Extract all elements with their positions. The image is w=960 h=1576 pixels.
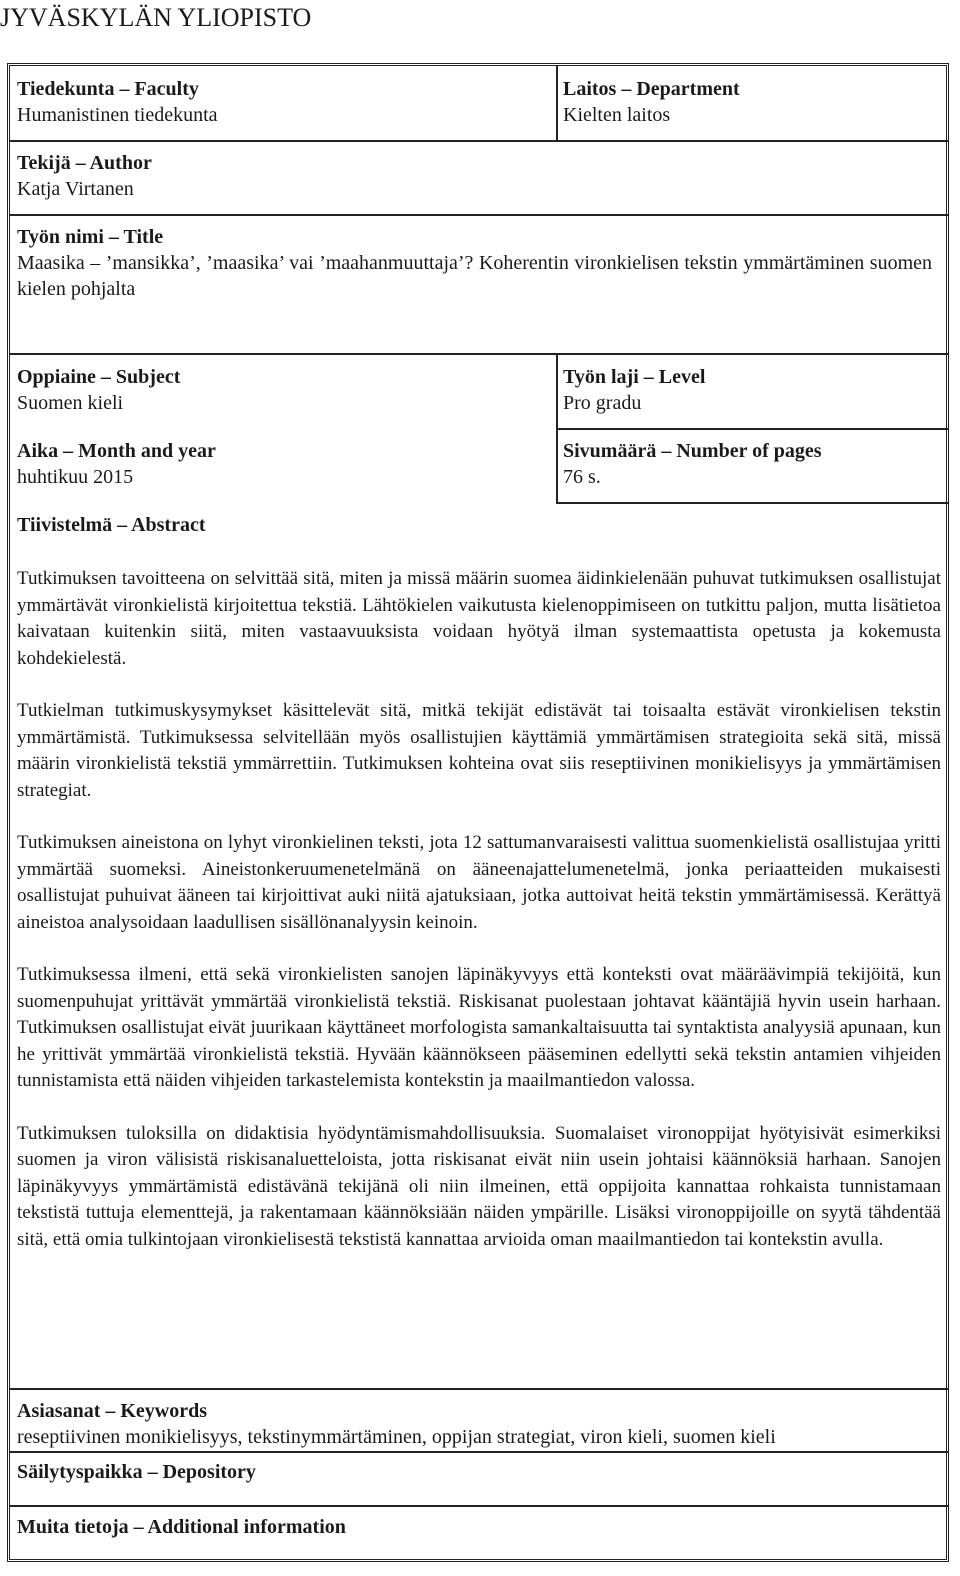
divider [10,1505,948,1507]
level-cell [563,364,943,416]
additional-info-cell [17,1514,917,1540]
date-label: Aika – Month and year [17,440,216,462]
pages-label: Sivumäärä – Number of pages [563,440,822,462]
abstract-heading [17,512,917,538]
date-cell [17,438,547,490]
divider [10,1388,948,1390]
abstract-paragraph: Tutkimuksen aineistona on lyhyt vironkielinen teksti, jota 12 sattumanvaraisesti valittua suomenkielistä osallistujaa yritti ymmärtää suomeksi. Aineistonkeruumenetelmänä on ääneenajattelumenetelmä, jonka periaatteiden mukaisesti osallistujat puhuivat ääneen tai kirjoittivat auki niitä ajatuksiaan, jotka auttoivat heitä tekstin ymmärtämisessä. Kerättyä aineistoa analysoidaan laadullisen sisällönanalyysin keinoin. [17,832,941,933]
divider [10,353,948,355]
abstract-label: Tiivistelmä – Abstract [17,514,206,536]
title-label: Työn nimi – Title [17,226,164,248]
subject-label: Oppiaine – Subject [17,366,181,388]
author-cell [17,150,937,202]
faculty-cell [17,76,547,128]
author-value: Katja Virtanen [17,178,134,200]
title-cell [17,224,932,302]
subject-cell [17,364,547,416]
divider [10,214,948,216]
divider [556,428,948,430]
additional-info-label: Muita tietoja – Additional information [17,1516,346,1538]
title-value: Maasika – ’mansikka’, ’maasika’ vai ’maahanmuuttaja’? Koherentin vironkielisen tekstin ymmärtäminen suomen kielen pohjalta [17,252,932,300]
divider [556,354,558,503]
abstract-paragraph: Tutkimuksen tavoitteena on selvittää sitä, miten ja missä määrin suomea äidinkielenään puhuvat tutkimuksen osallistujat ymmärtävät vironkielistä kirjoitettua tekstiä. Lähtökielen vaikutusta kielenoppimiseen on tutkittu paljon, mutta lisätietoa kaivataan kuitenkin siitä, miten vastaavuuksista voidaan hyötyä ilman systemaattista opetusta ja kokemusta kohdekielestä. [17,568,941,669]
author-label: Tekijä – Author [17,152,152,174]
abstract-paragraph: Tutkimuksessa ilmeni, että sekä vironkielisten sanojen läpinäkyvyys että konteksti ovat määräävimpiä tekijöitä, kun suomenpuhujat yrittävät ymmärtää vironkielistä tekstiä. Riskisanat puolestaan johtavat kääntäjiä hyvin usein harhaan. Tutkimuksen osallistujat eivät juurikaan käyttäneet morfologista samankaltaisuutta tai syntaktista analyysiä apunaan, kun he yrittivät ymmärtää vironkielistä tekstiä. Hyvään käännökseen pääseminen edellytti sekä tekstin antamien vihjeiden tunnistamista että näiden vihjeiden tarkastelemista kontekstin ja maailmantiedon valossa. [17,964,941,1091]
pages-cell [563,438,943,490]
university-name: JYVÄSKYLÄN YLIOPISTO [0,3,312,32]
abstract-paragraph: Tutkimuksen tuloksilla on didaktisia hyödyntämismahdollisuuksia. Suomalaiset vironoppijat hyötyisivät esimerkiksi suomen ja viron välisistä riskisanaluetteloista, jotta riskisanat eivät niin usein johtaisi käännöksiä harhaan. Sanojen läpinäkyvyys ymmärtämistä edistävänä tekijänä oli niin ilmeinen, että oppijoita kannattaa rohkaista tunnistamaan tekstistä tuttuja elementtejä, ja rakentamaan käännöksiään näiden ympärille. Lisäksi vironoppijoille on syytä tähdentää sitä, että omia tulkintojaan vironkielisestä tekstistä kannattaa arvioida oman maailmantiedon tai kontekstin avulla. [17,1122,941,1250]
date-value: huhtikuu 2015 [17,466,134,488]
department-label: Laitos – Department [563,78,740,100]
subject-value: Suomen kieli [17,392,124,414]
depository-label: Säilytyspaikka – Depository [17,1461,256,1483]
level-label: Työn laji – Level [563,366,706,388]
abstract-paragraph: Tutkielman tutkimuskysymykset käsittelevät sitä, mitkä tekijät edistävät tai toisaalta estävät vironkielisen tekstin ymmärtämistä. Tutkimuksessa selvitellään myös osallistujien käyttämiä ymmärtämisen strategioita sekä sitä, missä määrin vironkielistä tekstiä ymmärrettiin. Tutkimuksen kohteina ovat siis reseptiivinen monikielisyys ja ymmärtämisen strategiat. [17,700,941,801]
keywords-label: Asiasanat – Keywords [17,1400,208,1422]
divider [556,502,948,504]
department-cell [563,76,943,128]
divider [10,1451,948,1453]
keywords-cell [17,1398,942,1450]
level-value: Pro gradu [563,392,642,414]
faculty-value: Humanistinen tiedekunta [17,104,218,126]
abstract-text [17,566,941,1279]
divider [10,140,948,142]
faculty-label: Tiedekunta – Faculty [17,78,199,100]
keywords-value: reseptiivinen monikielisyys, tekstinymmärtäminen, oppijan strategiat, viron kieli, suomen kieli [17,1426,776,1448]
pages-value: 76 s. [563,466,601,488]
depository-cell [17,1459,917,1485]
divider [556,66,558,141]
department-value: Kielten laitos [563,104,671,126]
